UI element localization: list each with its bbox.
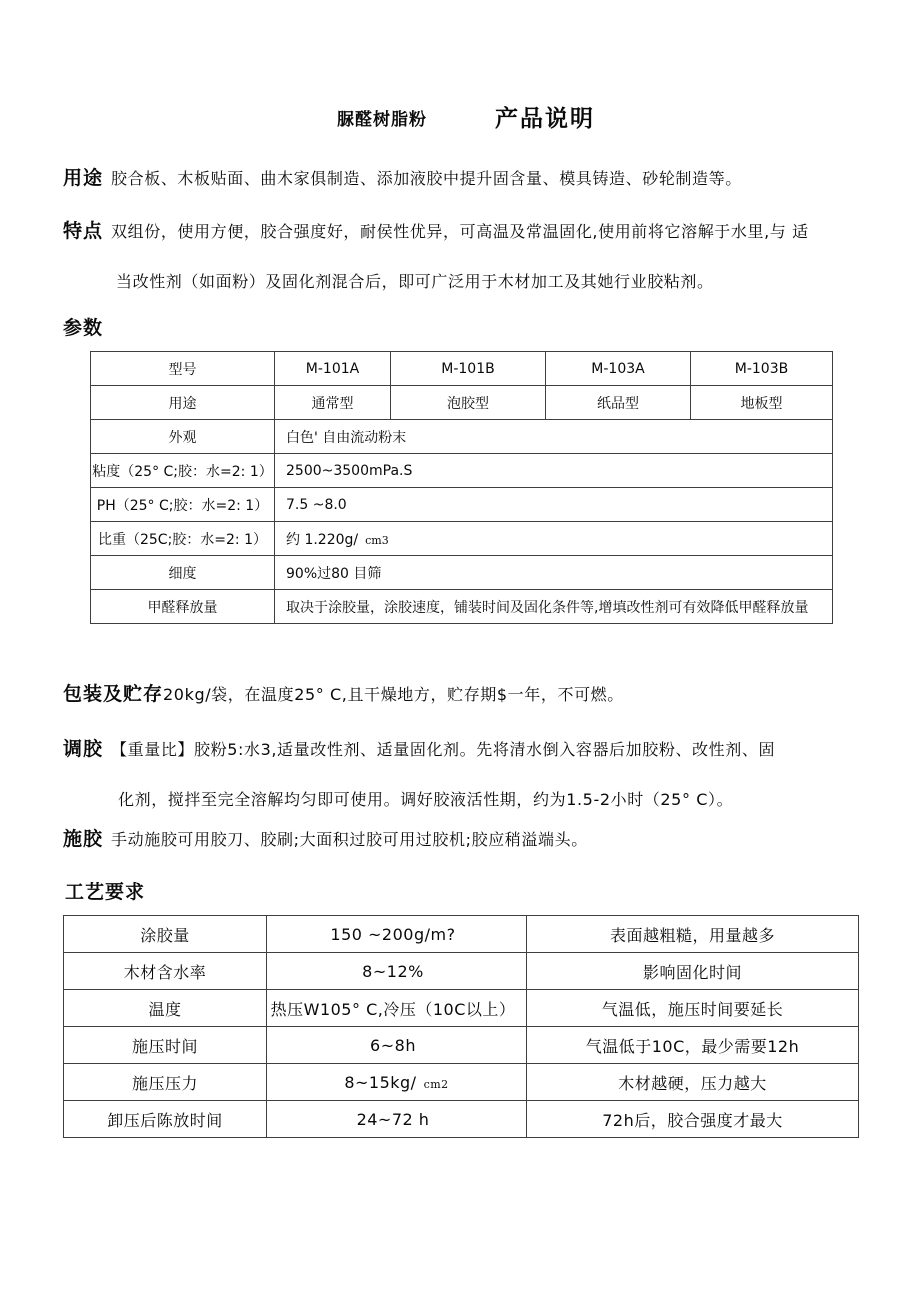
- process-value: 6~8h: [370, 1035, 416, 1055]
- section-features-line1: [63, 216, 809, 243]
- process-row-pressure: [64, 1064, 859, 1101]
- param-value: 取决于涂胶量，涂胶速度，铺装时间及固化条件等,增填改性剂可有效降低甲醛释放量: [286, 599, 809, 616]
- param-value: 约 1.220g/: [286, 531, 359, 548]
- process-value-cell: [267, 953, 527, 990]
- parameter-table: [90, 351, 833, 624]
- process-label-cell: 涂胶量: [64, 916, 267, 953]
- features-text-line2: 当改性剂（如面粉）及固化剂混合后，即可广泛用于木材加工及其她行业胶粘剂。: [116, 272, 714, 291]
- param-value-cell: 地板型: [691, 386, 833, 420]
- param-value-cell: M-101A: [275, 352, 391, 386]
- process-value-cell: [267, 916, 527, 953]
- process-row-glue-amount: [64, 916, 859, 953]
- process-value-cell: [267, 990, 527, 1027]
- process-row-rest-time: [64, 1101, 859, 1138]
- process-note-cell: 木材越硬，压力越大: [527, 1064, 859, 1101]
- features-text-line1: 双组份，使用方便，胶合强度好，耐侯性优异，可高温及常温固化,使用前将它溶解于水里,与 适: [111, 222, 809, 241]
- process-value-cell: [267, 1027, 527, 1064]
- process-value: 8~15kg/: [344, 1072, 417, 1092]
- process-table: [63, 915, 859, 1138]
- param-label-cell: 细度: [91, 556, 275, 590]
- param-label-cell: 型号: [91, 352, 275, 386]
- process-value: 24~72 h: [356, 1109, 430, 1129]
- param-value-cell: M-101B: [391, 352, 546, 386]
- process-row-temperature: [64, 990, 859, 1027]
- param-value-cell: [275, 522, 833, 556]
- param-value: 2500~3500mPa.S: [286, 462, 413, 479]
- param-value-cell: M-103A: [546, 352, 691, 386]
- process-note-cell: 表面越粗糙，用量越多: [527, 916, 859, 953]
- param-label-cell: PH（25° C;胶：水=2: 1）: [91, 488, 275, 522]
- process-value-cell: [267, 1064, 527, 1101]
- process-note-cell: 72h后，胶合强度才最大: [527, 1101, 859, 1138]
- process-label-cell: 施压压力: [64, 1064, 267, 1101]
- process-row-moisture: [64, 953, 859, 990]
- param-value-cell: M-103B: [691, 352, 833, 386]
- process-value: 8~12%: [362, 961, 424, 981]
- section-usage: [63, 163, 742, 190]
- product-name-title: 脲醛树脂粉: [337, 110, 427, 130]
- mixing-text-line1: 【重量比】胶粉5:水3,适量改性剂、适量固化剂。先将清水倒入容器后加胶粉、改性剂、固: [111, 740, 776, 759]
- process-value-cell: [267, 1101, 527, 1138]
- usage-label: 用途: [63, 167, 104, 189]
- process-heading: 工艺要求: [65, 881, 146, 903]
- param-value-cell: 通常型: [275, 386, 391, 420]
- process-label-cell: 卸压后陈放时间: [64, 1101, 267, 1138]
- param-label-cell: 粘度（25° C;胶：水=2: 1）: [91, 454, 275, 488]
- param-value-cell: [275, 454, 833, 488]
- param-label-cell: 用途: [91, 386, 275, 420]
- process-value: 150 ~200g/m?: [330, 924, 456, 944]
- param-value: 7.5 ~8.0: [286, 496, 347, 513]
- param-value-cell: [275, 420, 833, 454]
- process-unit: cm2: [423, 1077, 449, 1091]
- param-value-cell: [275, 556, 833, 590]
- param-value: 白色' 自由流动粉末: [286, 429, 407, 446]
- param-row-ph: [91, 488, 833, 522]
- param-row-density: [91, 522, 833, 556]
- mixing-label: 调胶: [63, 738, 104, 760]
- param-row-model: [91, 352, 833, 386]
- packaging-text: 20kg/袋，在温度25° C,且干燥地方，贮存期$一年，不可燃。: [163, 685, 624, 704]
- param-label-cell: 外观: [91, 420, 275, 454]
- process-label-cell: 木材含水率: [64, 953, 267, 990]
- process-row-press-time: [64, 1027, 859, 1064]
- applying-text: 手动施胶可用胶刀、胶刷;大面积过胶可用过胶机;胶应稍溢端头。: [111, 830, 588, 849]
- process-label-cell: 施压时间: [64, 1027, 267, 1064]
- parameters-heading: 参数: [63, 317, 104, 339]
- process-label-cell: 温度: [64, 990, 267, 1027]
- param-label-cell: 比重（25C;胶：水=2: 1）: [91, 522, 275, 556]
- section-applying: [63, 824, 588, 851]
- features-label: 特点: [63, 220, 104, 242]
- section-packaging: [63, 679, 624, 706]
- packaging-label: 包装及贮存: [63, 683, 164, 705]
- param-value-cell: 纸品型: [546, 386, 691, 420]
- param-value-cell: [275, 488, 833, 522]
- param-row-viscosity: [91, 454, 833, 488]
- param-row-usage: [91, 386, 833, 420]
- param-value: 90%过80 目筛: [286, 565, 382, 582]
- param-label-cell: 甲醛释放量: [91, 590, 275, 624]
- mixing-text-line2: 化剂，搅拌至完全溶解均匀即可使用。调好胶液活性期，约为1.5-2小时（25° C）。: [118, 790, 734, 809]
- usage-text: 胶合板、木板贴面、曲木家俱制造、添加液胶中提升固含量、模具铸造、砂轮制造等。: [111, 169, 742, 188]
- process-note-cell: 气温低，施压时间要延长: [527, 990, 859, 1027]
- param-value-cell: [275, 590, 833, 624]
- param-value-cell: 泡胶型: [391, 386, 546, 420]
- process-note-cell: 气温低于10C，最少需要12h: [527, 1027, 859, 1064]
- param-row-fineness: [91, 556, 833, 590]
- param-row-appearance: [91, 420, 833, 454]
- param-row-formaldehyde: [91, 590, 833, 624]
- param-unit: cm3: [365, 533, 389, 547]
- page-title: 产品说明: [495, 106, 595, 132]
- process-value: 热压W105° C,冷压（10C以上）: [270, 999, 516, 1019]
- section-mixing-line1: [63, 734, 775, 761]
- process-note-cell: 影响固化时间: [527, 953, 859, 990]
- applying-label: 施胶: [63, 828, 104, 850]
